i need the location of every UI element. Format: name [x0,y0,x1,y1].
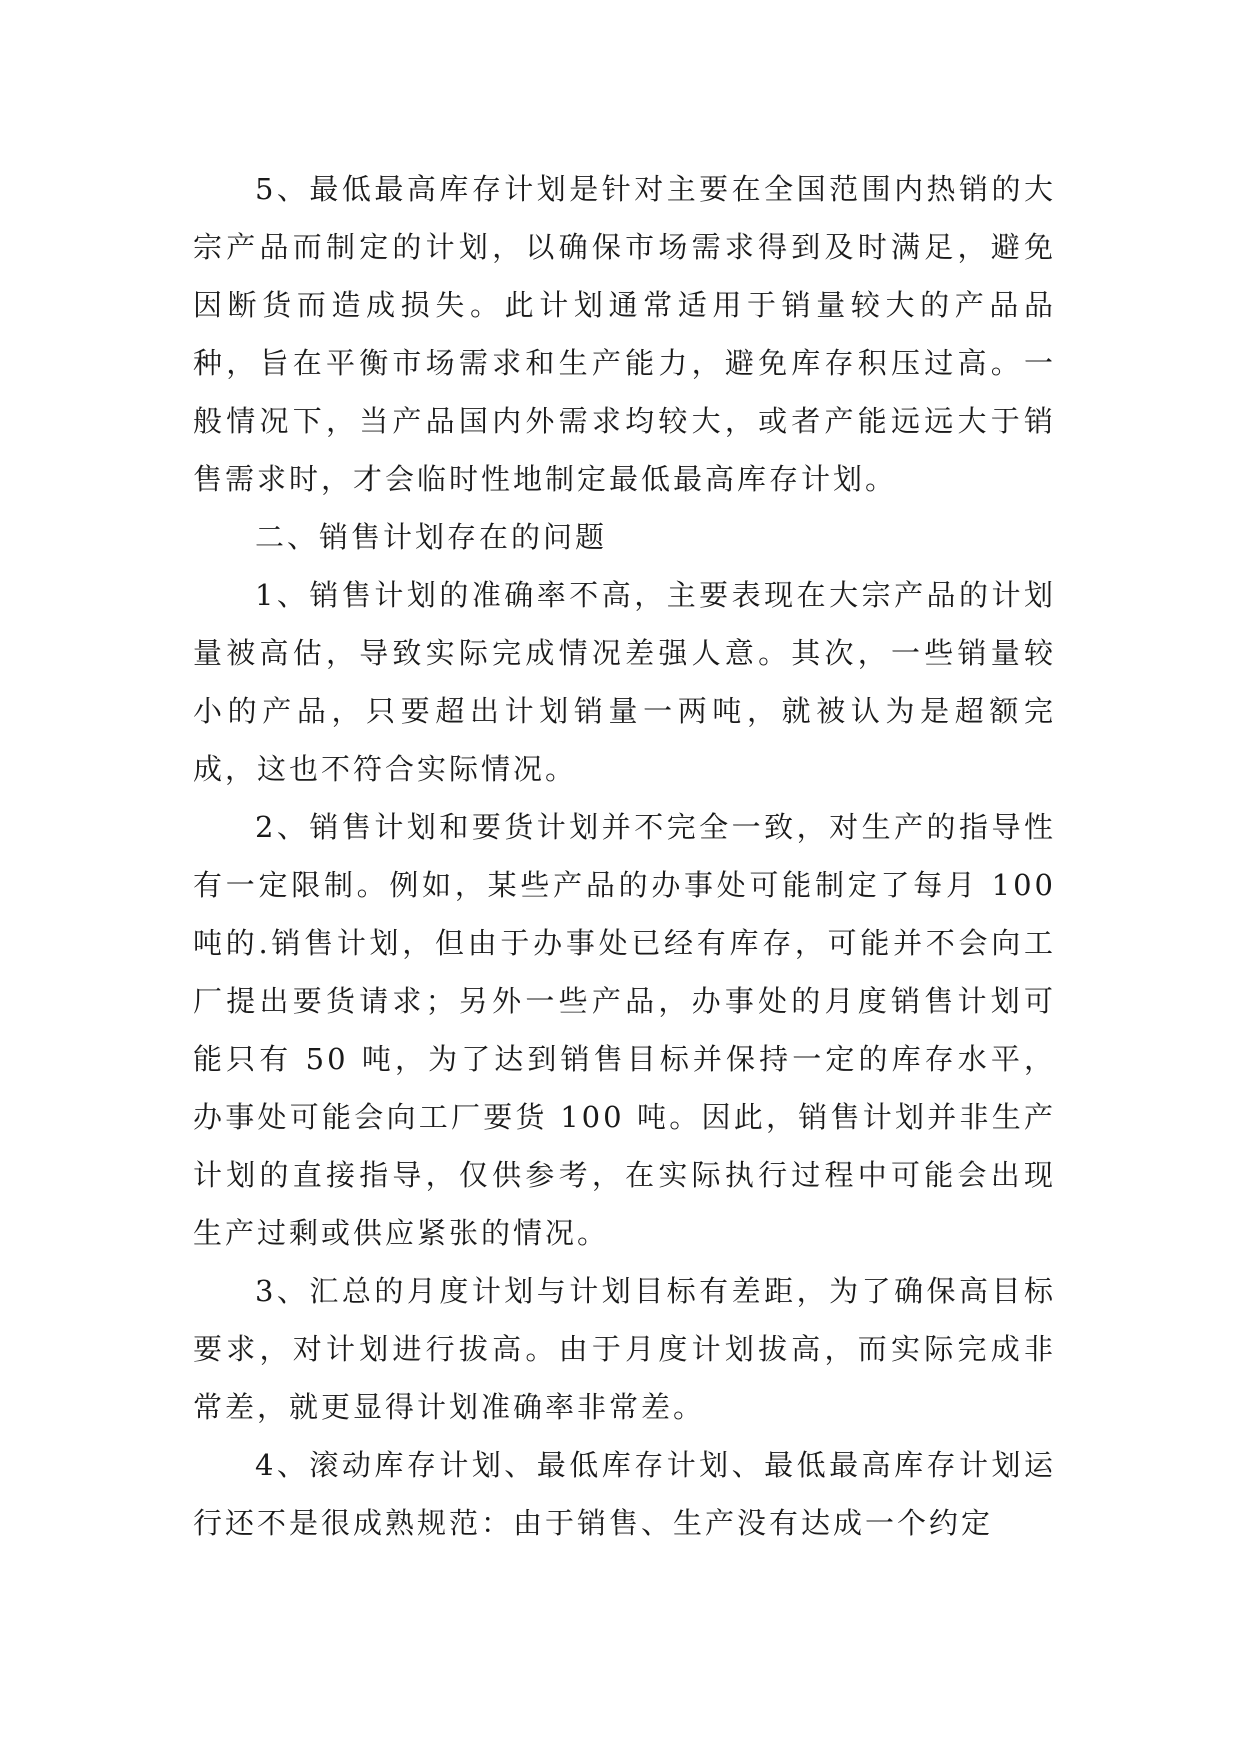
paragraph-sales-vs-requisition-plan: 2、销售计划和要货计划并不完全一致，对生产的指导性有一定限制。例如，某些产品的办事处可能制定了每月 100 吨的.销售计划，但由于办事处已经有库存，可能并不会向工厂提出要货请求；另外一些产品，办事处的月度销售计划可能只有 50 吨，为了达到销售目标并保持一定的库存水平，办事处可能会向工厂要货 100 吨。因此，销售计划并非生产计划的直接指导，仅供参考，在实际执行过程中可能会出现生产过剩或供应紧张的情况。 [193,810,1056,1250]
paragraph-min-max-inventory-plan: 5、最低最高库存计划是针对主要在全国范围内热销的大宗产品而制定的计划，以确保市场需求得到及时满足，避免因断货而造成损失。此计划通常适用于销量较大的产品品种，旨在平衡市场需求和生产能力，避免库存积压过高。一般情况下，当产品国内外需求均较大，或者产能远远大于销售需求时，才会临时性地制定最低最高库存计划。 [193,172,1056,496]
section-heading-sales-plan-problems: 二、销售计划存在的问题 [255,520,608,554]
paragraph-plan-accuracy: 1、销售计划的准确率不高，主要表现在大宗产品的计划量被高估，导致实际完成情况差强人意。其次，一些销量较小的产品，只要超出计划销量一两吨，就被认为是超额完成，这也不符合实际情况。 [193,578,1056,786]
paragraph-rolling-inventory-plan: 4、滚动库存计划、最低库存计划、最低最高库存计划运行还不是很成熟规范：由于销售、生产没有达成一个约定 [193,1448,1056,1540]
document-body [193,160,1056,1552]
paragraph-monthly-plan-gap: 3、汇总的月度计划与计划目标有差距，为了确保高目标要求，对计划进行拔高。由于月度计划拔高，而实际完成非常差，就更显得计划准确率非常差。 [193,1274,1056,1424]
